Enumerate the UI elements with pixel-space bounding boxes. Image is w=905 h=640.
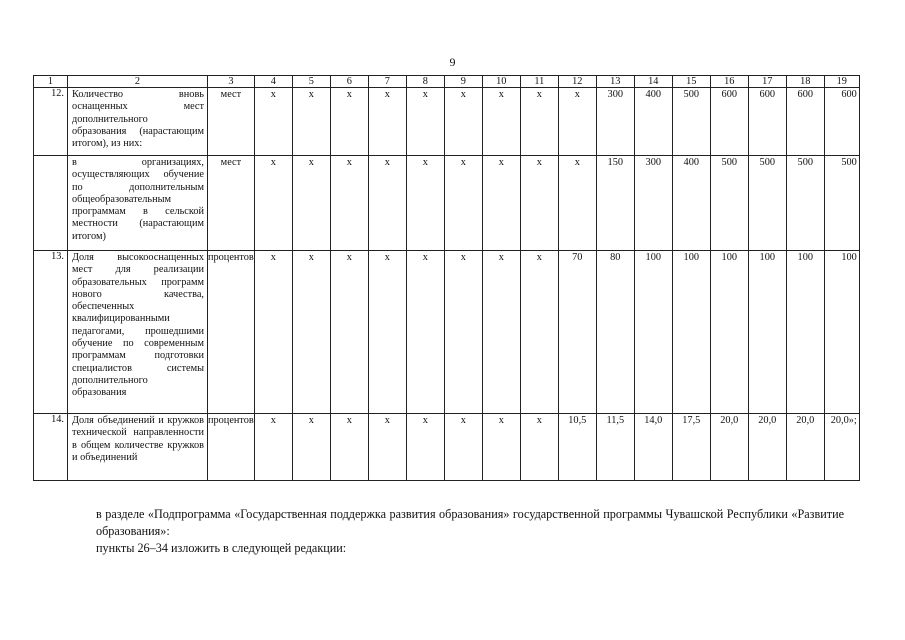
value-cell: x [482, 88, 520, 156]
value-cell: 17,5 [672, 414, 710, 481]
value-cell: x [520, 251, 558, 414]
value-cell: 500 [786, 156, 824, 251]
value-cell: 20,0 [710, 414, 748, 481]
table-row [34, 251, 860, 414]
value-cell: x [444, 251, 482, 414]
value-cell: 100 [672, 251, 710, 414]
header-cell: 14 [634, 76, 672, 88]
value-cell: 100 [748, 251, 786, 414]
items-paragraph: пункты 26–34 изложить в следующей редакции: [96, 541, 347, 555]
header-cell: 1 [34, 76, 68, 88]
value-cell: x [444, 414, 482, 481]
value-cell: 80 [596, 251, 634, 414]
value-cell: 10,5 [558, 414, 596, 481]
value-cell: x [368, 414, 406, 481]
unit-cell: мест [208, 156, 255, 251]
row-number: 13. [34, 251, 68, 414]
header-cell: 16 [710, 76, 748, 88]
header-cell: 11 [520, 76, 558, 88]
value-cell: x [292, 251, 330, 414]
value-cell: x [558, 156, 596, 251]
unit-cell: мест [208, 88, 255, 156]
value-cell: x [330, 414, 368, 481]
value-cell: x [520, 88, 558, 156]
value-cell: 100 [786, 251, 824, 414]
header-cell: 17 [748, 76, 786, 88]
value-cell: 300 [596, 88, 634, 156]
indicators-table [33, 75, 860, 481]
value-cell: x [520, 156, 558, 251]
header-cell: 6 [330, 76, 368, 88]
header-cell: 19 [824, 76, 859, 88]
value-cell: 600 [710, 88, 748, 156]
value-cell: 100 [710, 251, 748, 414]
value-cell: 20,0»; [824, 414, 859, 481]
header-cell: 18 [786, 76, 824, 88]
indicator-name: Доля объединений и кружков технической направленности в общем количестве кружков и объединений [68, 414, 208, 481]
header-cell: 13 [596, 76, 634, 88]
value-cell: 100 [824, 251, 859, 414]
header-cell: 9 [444, 76, 482, 88]
value-cell: x [330, 88, 368, 156]
row-number: 14. [34, 414, 68, 481]
value-cell: x [444, 156, 482, 251]
header-cell: 15 [672, 76, 710, 88]
value-cell: x [254, 156, 292, 251]
value-cell: x [368, 88, 406, 156]
header-cell: 5 [292, 76, 330, 88]
value-cell: 11,5 [596, 414, 634, 481]
value-cell: x [406, 88, 444, 156]
value-cell: x [292, 156, 330, 251]
table-row [34, 414, 860, 481]
value-cell: x [292, 88, 330, 156]
table-row [34, 156, 860, 251]
value-cell: x [482, 251, 520, 414]
value-cell: x [368, 251, 406, 414]
row-number [34, 156, 68, 251]
unit-cell: процентов [208, 251, 255, 414]
indicator-name: в организациях, осуществляющих обучение по дополнительным общеобразовательным программам в сельской местности (нарастающим итогом) [68, 156, 208, 251]
value-cell: 20,0 [748, 414, 786, 481]
indicator-name: Доля высокооснащенных мест для реализации образовательных программ нового качества, обеспеченных квалифицированными педагогами, прошедшими обучение по современным программам подготовки специалистов системы дополнительного образования [68, 251, 208, 414]
value-cell: 300 [634, 156, 672, 251]
value-cell: x [482, 156, 520, 251]
value-cell: x [520, 414, 558, 481]
header-cell: 2 [68, 76, 208, 88]
value-cell: x [330, 156, 368, 251]
header-cell: 10 [482, 76, 520, 88]
header-cell: 4 [254, 76, 292, 88]
value-cell: 400 [672, 156, 710, 251]
header-cell: 3 [208, 76, 255, 88]
value-cell: 400 [634, 88, 672, 156]
value-cell: x [368, 156, 406, 251]
value-cell: x [254, 414, 292, 481]
value-cell: 500 [824, 156, 859, 251]
indicator-name: Количество вновь оснащенных мест дополнительного образования (нарастающим итогом), из них: [68, 88, 208, 156]
value-cell: x [254, 251, 292, 414]
value-cell: x [330, 251, 368, 414]
value-cell: 500 [710, 156, 748, 251]
value-cell: x [406, 414, 444, 481]
value-cell: x [292, 414, 330, 481]
value-cell: 150 [596, 156, 634, 251]
section-paragraph: в разделе «Подпрограмма «Государственная поддержка развития образования» государственной программы Чувашской Республики «Развитие образования»: [96, 507, 844, 538]
header-cell: 7 [368, 76, 406, 88]
value-cell: x [558, 88, 596, 156]
value-cell: x [482, 414, 520, 481]
header-row [34, 76, 860, 88]
value-cell: 500 [672, 88, 710, 156]
value-cell: 100 [634, 251, 672, 414]
unit-cell: процентов [208, 414, 255, 481]
value-cell: 600 [824, 88, 859, 156]
value-cell: 500 [748, 156, 786, 251]
value-cell: x [406, 156, 444, 251]
value-cell: x [406, 251, 444, 414]
value-cell: 600 [786, 88, 824, 156]
row-number: 12. [34, 88, 68, 156]
value-cell: x [444, 88, 482, 156]
header-cell: 8 [406, 76, 444, 88]
value-cell: 20,0 [786, 414, 824, 481]
header-cell: 12 [558, 76, 596, 88]
page-number: 9 [449, 55, 456, 69]
value-cell: 14,0 [634, 414, 672, 481]
table-row [34, 88, 860, 156]
value-cell: 70 [558, 251, 596, 414]
value-cell: x [254, 88, 292, 156]
value-cell: 600 [748, 88, 786, 156]
